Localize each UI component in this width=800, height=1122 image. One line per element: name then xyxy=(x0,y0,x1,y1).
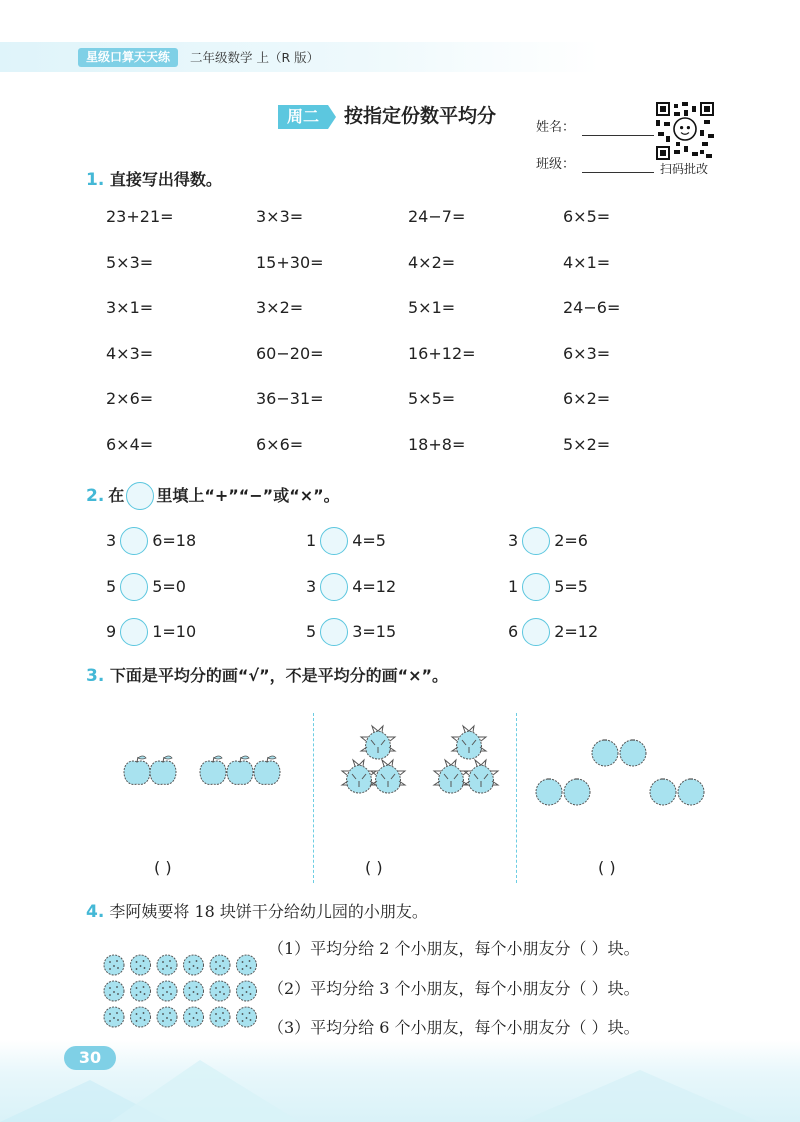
q1-problem: 5×1= xyxy=(408,298,456,318)
biscuit-icon xyxy=(237,981,257,1001)
book-title: 二年级数学 上（R 版） xyxy=(190,50,320,65)
biscuit-icon xyxy=(157,1007,177,1027)
q1-title: 直接写出得数。 xyxy=(109,170,222,189)
orange-group-3 xyxy=(650,779,704,805)
biscuits-illustration xyxy=(103,954,259,1028)
q1-problem: 6×5= xyxy=(563,207,611,226)
biscuit-icon xyxy=(131,981,151,1001)
q3-answer-3[interactable]: ( ) xyxy=(598,858,616,877)
q1-problem: 5×5= xyxy=(408,389,456,409)
q2-problem xyxy=(106,617,196,647)
q2-problem xyxy=(106,572,186,602)
q4-item-1: （1）平均分给 2 个小朋友，每个小朋友分（ ）块。 xyxy=(268,939,640,958)
page-title: 按指定份数平均分 xyxy=(344,105,497,127)
class-label: 班级： xyxy=(536,157,576,172)
q2-left-operand: 3 xyxy=(306,576,317,596)
q2-operator-circle[interactable] xyxy=(120,573,148,601)
q2-operator-circle[interactable] xyxy=(320,527,348,555)
q4-number: 4. xyxy=(86,902,105,922)
biscuit-icon xyxy=(131,1007,151,1027)
q1-number: 1. xyxy=(86,170,105,190)
q3-answer-1[interactable]: ( ) xyxy=(154,858,172,877)
q2-title-post: 里填上“+”“−”或“×”。 xyxy=(156,486,340,505)
q4-item-2: （2）平均分给 3 个小朋友，每个小朋友分（ ）块。 xyxy=(268,979,640,998)
q4-heading xyxy=(86,901,428,923)
dragon-fruit-group-2 xyxy=(434,726,498,793)
biscuit-icon xyxy=(104,981,124,1001)
q2-problem xyxy=(306,617,396,647)
q2-operator-circle[interactable] xyxy=(522,618,550,646)
q1-problem: 6×2= xyxy=(563,389,611,409)
q1-problem: 24−7= xyxy=(408,207,466,226)
q1-problem: 3×3= xyxy=(256,207,304,226)
q2-problem xyxy=(306,572,396,602)
q2-left-operand: 1 xyxy=(508,576,519,596)
q2-right-part: 1=10 xyxy=(152,622,197,641)
biscuit-icon xyxy=(210,955,230,975)
q2-left-operand: 3 xyxy=(106,531,117,550)
q2-right-part: 6=18 xyxy=(152,531,197,550)
q3-number: 3. xyxy=(86,666,105,686)
biscuit-icon xyxy=(184,981,204,1001)
q2-problem xyxy=(508,526,588,556)
name-label: 姓名： xyxy=(536,120,576,135)
q1-problem: 5×2= xyxy=(563,435,611,454)
q1-problem: 24−6= xyxy=(563,298,621,318)
q2-heading xyxy=(86,482,340,510)
q1-problem: 16+12= xyxy=(408,343,476,363)
q2-operator-circle[interactable] xyxy=(522,573,550,601)
biscuit-icon xyxy=(184,1007,204,1027)
biscuit-icon xyxy=(157,981,177,1001)
biscuit-icon xyxy=(184,955,204,975)
q3-illustrations xyxy=(100,715,720,830)
q2-problem xyxy=(508,572,588,602)
apple-group-1 xyxy=(124,756,176,784)
apple-group-2 xyxy=(200,756,280,784)
series-tag: 星级口算天天练 xyxy=(78,48,178,67)
q2-left-operand: 5 xyxy=(306,622,317,641)
q3-title: 下面是平均分的画“√”，不是平均分的画“×”。 xyxy=(109,666,449,685)
q2-right-part: 4=12 xyxy=(352,576,397,596)
biscuit-icon xyxy=(104,955,124,975)
q2-right-part: 2=6 xyxy=(554,531,588,550)
q2-right-part: 4=5 xyxy=(352,531,386,550)
q1-problem: 4×1= xyxy=(563,252,611,272)
q1-problem: 6×3= xyxy=(563,343,611,363)
orange-group-2 xyxy=(592,740,646,766)
q2-right-part: 5=5 xyxy=(554,576,588,596)
biscuit-icon xyxy=(104,1007,124,1027)
q1-problem: 36−31= xyxy=(256,389,324,409)
dragon-fruit-group-1 xyxy=(342,726,405,793)
q3-answer-2[interactable]: ( ) xyxy=(365,858,383,877)
q2-left-operand: 3 xyxy=(508,531,519,550)
biscuit-icon xyxy=(157,955,177,975)
q1-problem: 18+8= xyxy=(408,435,466,454)
q4-item-3: （3）平均分给 6 个小朋友，每个小朋友分（ ）块。 xyxy=(268,1018,640,1037)
q2-left-operand: 1 xyxy=(306,531,317,550)
q1-problem: 6×4= xyxy=(106,435,154,454)
biscuit-icon xyxy=(210,981,230,1001)
qr-code-icon[interactable] xyxy=(656,102,714,160)
q2-problem xyxy=(508,617,598,647)
q1-problem: 5×3= xyxy=(106,252,154,272)
biscuit-icon xyxy=(131,955,151,975)
biscuit-icon xyxy=(210,1007,230,1027)
name-field[interactable] xyxy=(582,135,654,136)
biscuit-icon xyxy=(237,1007,257,1027)
q2-right-part: 2=12 xyxy=(554,622,599,641)
q2-operator-circle[interactable] xyxy=(522,527,550,555)
q2-operator-circle[interactable] xyxy=(320,618,348,646)
q2-title-pre: 在 xyxy=(108,486,125,505)
q2-right-part: 3=15 xyxy=(352,622,397,641)
q2-left-operand: 9 xyxy=(106,622,117,641)
q1-problem: 3×1= xyxy=(106,298,154,318)
q1-problem: 4×2= xyxy=(408,252,456,272)
q3-heading xyxy=(86,665,448,687)
biscuit-icon xyxy=(237,955,257,975)
q1-problem: 3×2= xyxy=(256,298,304,318)
q2-problem xyxy=(106,526,196,556)
q1-problem: 4×3= xyxy=(106,343,154,363)
scan-label: 扫码批改 xyxy=(660,162,709,176)
q4-title: 李阿姨要将 18 块饼干分给幼儿园的小朋友。 xyxy=(109,902,428,921)
q2-operator-circle[interactable] xyxy=(120,527,148,555)
q2-right-part: 5=0 xyxy=(152,576,186,596)
class-field[interactable] xyxy=(582,172,654,173)
page-number: 30 xyxy=(64,1046,116,1070)
q2-operator-circle[interactable] xyxy=(120,618,148,646)
q2-title-circle xyxy=(126,482,154,510)
q1-problem: 6×6= xyxy=(256,435,304,454)
day-tag: 周二 xyxy=(278,105,328,129)
q1-problem: 2×6= xyxy=(106,389,154,409)
q1-heading xyxy=(86,169,222,191)
q2-left-operand: 6 xyxy=(508,622,519,641)
orange-group-1 xyxy=(536,779,590,805)
q1-problem: 60−20= xyxy=(256,343,324,363)
q2-operator-circle[interactable] xyxy=(320,573,348,601)
q2-problem xyxy=(306,526,386,556)
q2-number: 2. xyxy=(86,486,105,506)
footer-mountains xyxy=(0,1040,800,1122)
q1-problem: 15+30= xyxy=(256,252,324,272)
q2-left-operand: 5 xyxy=(106,576,117,596)
q1-problem: 23+21= xyxy=(106,207,174,226)
